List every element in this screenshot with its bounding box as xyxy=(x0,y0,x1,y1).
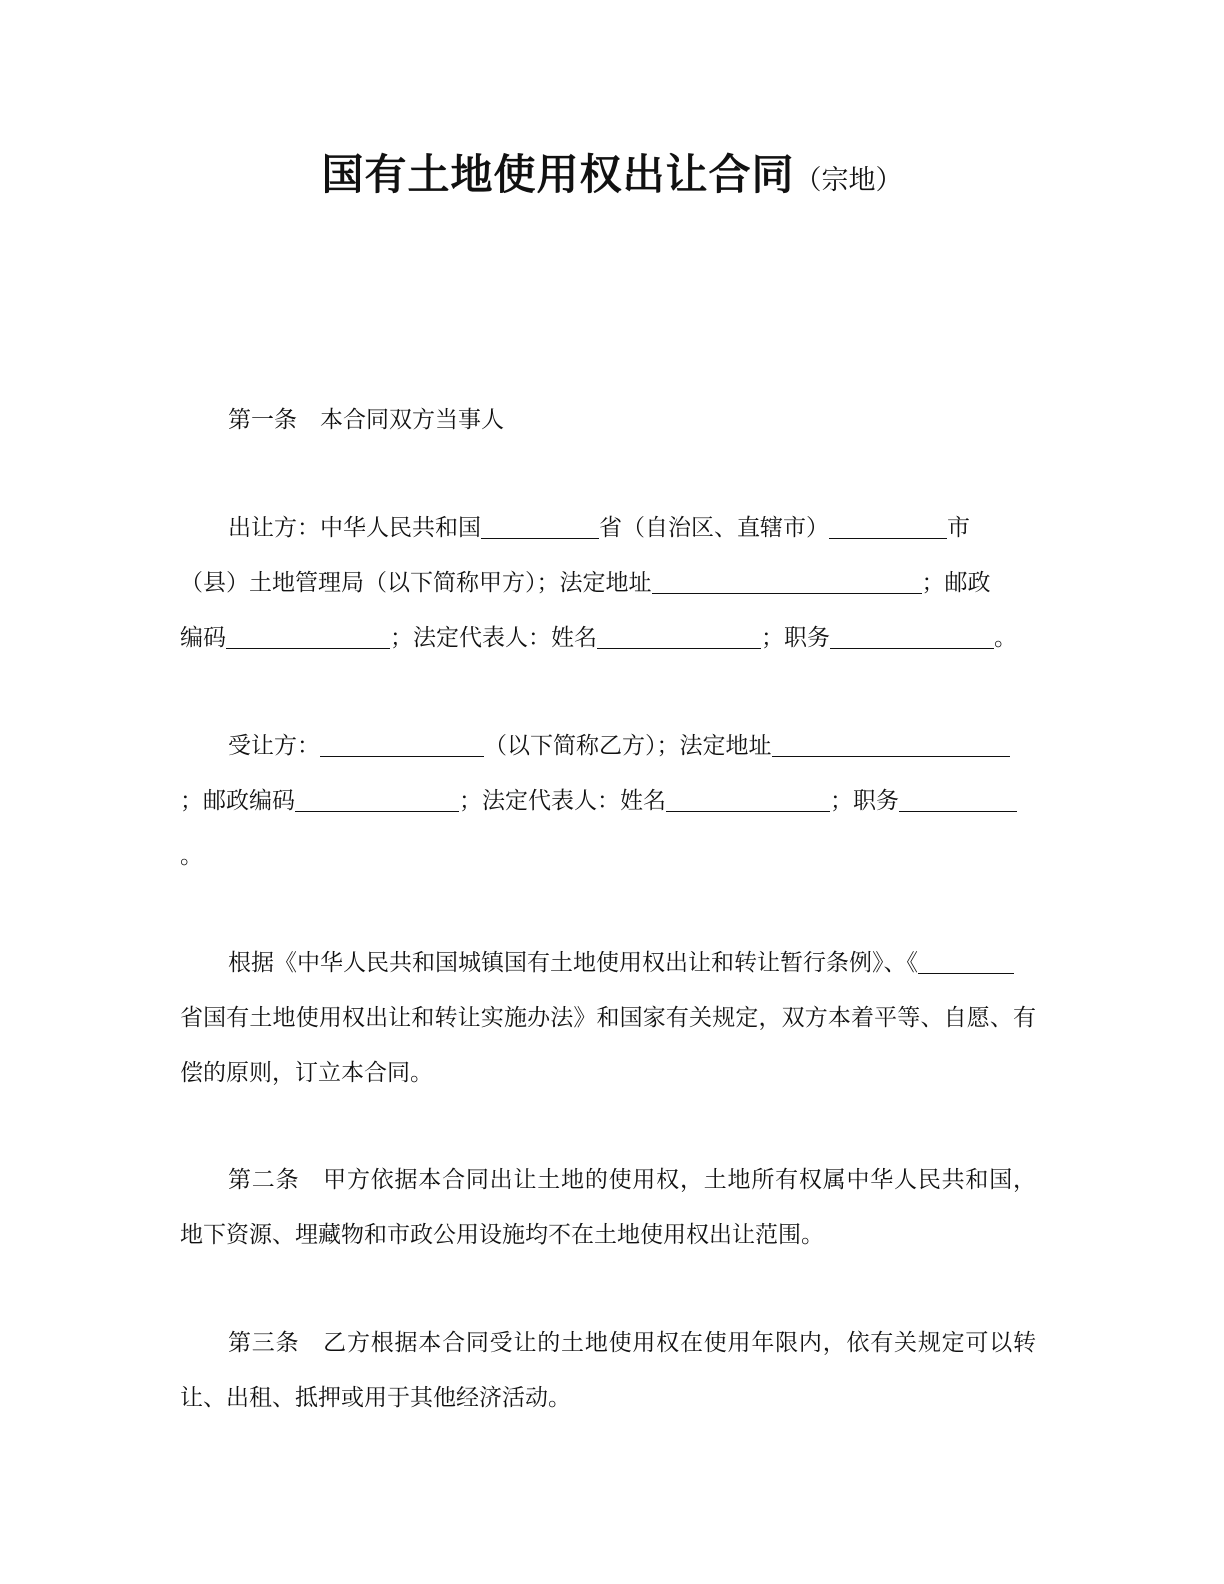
article-3-line-2: 让、出租、抵押或用于其他经济活动。 xyxy=(180,1385,571,1411)
title-subtitle: （宗地） xyxy=(794,165,903,196)
grantor-end: 。 xyxy=(994,625,1017,651)
grantee-name-blank[interactable] xyxy=(320,734,484,757)
article-1-heading: 第一条 本合同双方当事人 xyxy=(228,407,504,433)
grantor-province-text: 省（自治区、直辖市） xyxy=(599,515,829,541)
grantor-postal-blank[interactable] xyxy=(226,626,390,649)
title-main: 国有土地使用权出让合同 xyxy=(321,150,795,199)
basis-line-2: 省国有土地使用权出让和转让实施办法》和国家有关规定，双方本着平等、自愿、有 xyxy=(180,1005,1036,1031)
grantor-position-label: ；职务 xyxy=(761,625,830,651)
basis-line-1 xyxy=(228,948,1036,978)
document-title xyxy=(0,142,1224,202)
article-2-line-1: 第二条 甲方依据本合同出让土地的使用权，土地所有权属中华人民共和国， xyxy=(228,1167,1036,1193)
grantor-label: 出让方：中华人民共和国 xyxy=(228,515,481,541)
grantee-address-blank[interactable] xyxy=(772,734,1010,757)
grantor-line-2 xyxy=(180,568,1036,598)
grantee-alias-text: （以下简称乙方）；法定地址 xyxy=(484,733,772,759)
city-blank[interactable] xyxy=(829,516,947,539)
grantor-line-1 xyxy=(228,513,1036,543)
grantor-postal-label: 编码 xyxy=(180,625,226,651)
grantee-line-1 xyxy=(228,731,1036,761)
grantee-position-blank[interactable] xyxy=(899,789,1017,812)
grantee-end: 。 xyxy=(180,843,203,869)
grantor-rep-name-blank[interactable] xyxy=(597,626,761,649)
basis-text: 根据《中华人民共和国城镇国有土地使用权出让和转让暂行条例》、《 xyxy=(228,950,918,976)
article-2-line-2: 地下资源、埋藏物和市政公用设施均不在土地使用权出让范围。 xyxy=(180,1222,824,1248)
province-name-blank[interactable] xyxy=(918,951,1014,974)
grantor-line-3 xyxy=(180,623,1036,653)
grantor-city-text: 市 xyxy=(947,515,970,541)
grantor-address-blank[interactable] xyxy=(652,571,922,594)
grantor-postal-sep: ；邮政 xyxy=(921,570,991,596)
grantor-rep-label: ；法定代表人：姓名 xyxy=(390,625,597,651)
article-3-line-1: 第三条 乙方根据本合同受让的土地使用权在使用年限内，依有关规定可以转 xyxy=(228,1330,1036,1356)
province-blank[interactable] xyxy=(481,516,599,539)
grantee-label: 受让方： xyxy=(228,733,320,759)
grantee-postal-label: ；邮政编码 xyxy=(180,788,295,814)
basis-line-3: 偿的原则，订立本合同。 xyxy=(180,1060,433,1086)
grantee-rep-name-blank[interactable] xyxy=(666,789,830,812)
grantee-postal-blank[interactable] xyxy=(295,789,459,812)
grantor-bureau-text: （县）土地管理局（以下简称甲方）；法定地址 xyxy=(180,570,652,596)
grantee-rep-label: ；法定代表人：姓名 xyxy=(459,788,666,814)
grantee-line-2 xyxy=(180,786,1036,816)
grantee-position-label: ；职务 xyxy=(830,788,899,814)
grantor-position-blank[interactable] xyxy=(830,626,994,649)
